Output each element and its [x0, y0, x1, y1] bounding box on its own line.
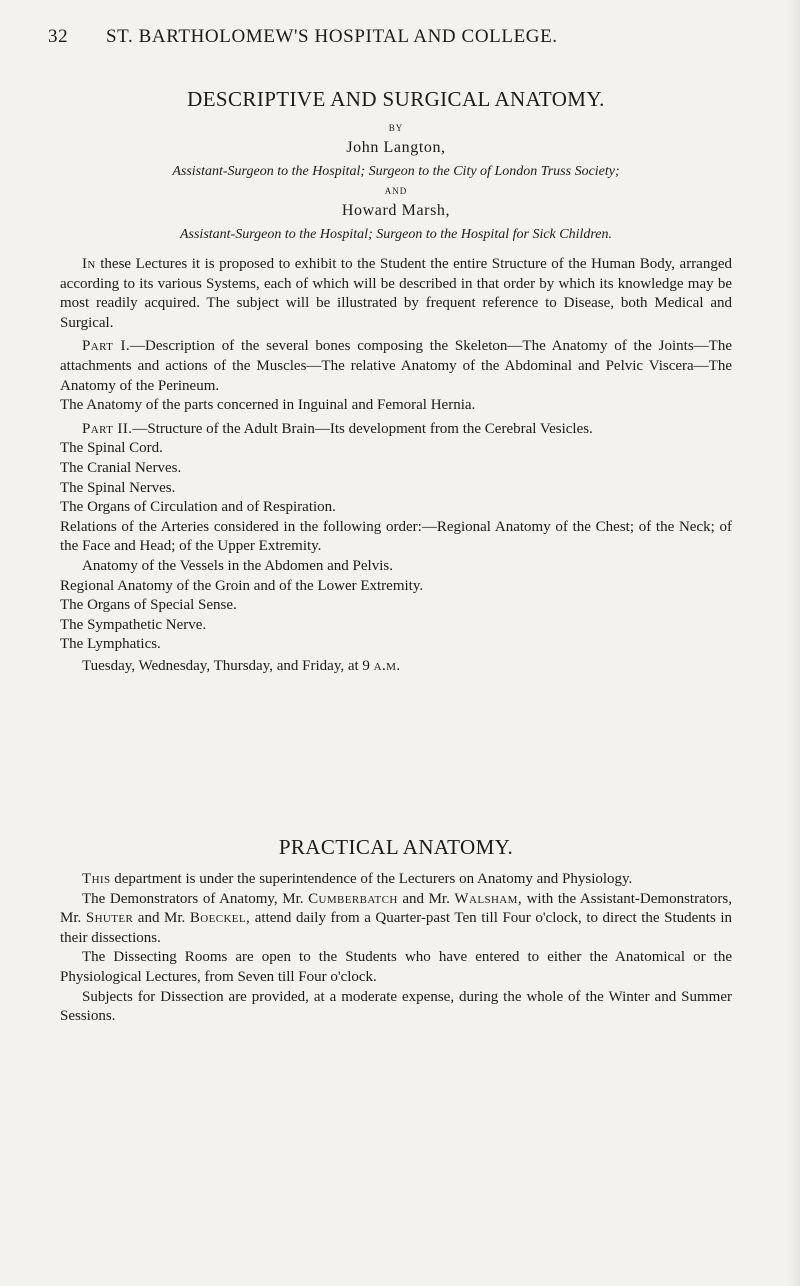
relations-paragraph: Relations of the Arteries considered in the following order:—Regional Anatomy of the Chest; of the Neck; of the Face and Head; of the Upper Extremity. — [60, 518, 732, 555]
author-1-role-line — [60, 164, 732, 180]
practical-p2-part: attend daily from a Quarter-past Ten till Four o'clock, to direct the Students in their dissections. — [60, 910, 733, 946]
practical-lead: This — [82, 871, 111, 887]
demonstrator-name: Cumberbatch — [308, 890, 398, 907]
descriptive-title: DESCRIPTIVE AND SURGICAL ANATOMY. — [187, 87, 605, 111]
author-1 — [60, 139, 732, 157]
list-item: The Organs of Circulation and of Respiration. — [60, 499, 336, 516]
by-line — [60, 123, 732, 133]
and-line — [60, 186, 732, 196]
practical-paragraph-1 — [60, 870, 732, 890]
part-2-paragraph — [60, 420, 732, 440]
author-1-name: John Langton, — [346, 139, 446, 156]
schedule-days: Tuesday, Wednesday, Thursday, and Friday, at 9 — [82, 657, 370, 674]
practical-p2-part: The Demonstrators of Anatomy, Mr. — [82, 890, 304, 907]
practical-p2-part: and Mr. — [402, 890, 450, 907]
author-1-role: Assistant-Surgeon to the Hospital; Surgeon to the City of London Truss Society; — [172, 164, 620, 179]
page-number: 32 — [48, 26, 69, 47]
lecture-schedule — [60, 657, 732, 677]
assistant-demonstrator-name: Boeckel, — [189, 910, 251, 927]
schedule-time: a.m. — [373, 657, 401, 674]
page-edge-shadow — [788, 0, 800, 1286]
descriptive-body — [60, 255, 732, 676]
part-2-text: —Structure of the Adult Brain—Its development from the Cerebral Vesicles. — [132, 420, 593, 437]
author-2-role: Assistant-Surgeon to the Hospital; Surgeon to the Hospital for Sick Children. — [179, 227, 613, 242]
list-item: The Sympathetic Nerve. — [60, 616, 207, 633]
intro-text: these Lectures it is proposed to exhibit to the Student the entire Structure of the Human Body, arranged according to its various Systems, each of which will be described in that order by which its knowledge may be most readily acquired. The subject will be illustrated by frequent reference to Disease, both Medical and Surgical. — [60, 256, 733, 331]
list-item: The Organs of Special Sense. — [60, 597, 237, 614]
descriptive-section-heading — [60, 87, 732, 112]
practical-body — [60, 870, 732, 1027]
practical-paragraph-4: Subjects for Dissection are provided, at a moderate expense, during the whole of the Winter and Summer Sessions. — [60, 988, 732, 1025]
running-header — [48, 26, 748, 48]
part-2-label: Part II. — [82, 420, 133, 437]
practical-p2-part: and Mr. — [137, 910, 186, 927]
list-item: The Spinal Nerves. — [60, 479, 176, 496]
part-1-extra: The Anatomy of the parts concerned in Inguinal and Femoral Hernia. — [60, 397, 476, 414]
part-1-paragraph — [60, 337, 732, 396]
demonstrator-name: Walsham, — [454, 890, 522, 907]
list-item: The Cranial Nerves. — [60, 459, 182, 476]
practical-paragraph-3: The Dissecting Rooms are open to the Students who have entered to either the Anatomical or the Physiological Lectures, from Seven till Four o'clock. — [60, 949, 732, 985]
list-item: The Spinal Cord. — [60, 440, 163, 457]
and-label: AND — [384, 186, 408, 196]
running-title: ST. BARTHOLOMEW'S HOSPITAL AND COLLEGE. — [106, 26, 558, 47]
intro-lead: In — [82, 256, 96, 272]
practical-paragraph-2 — [60, 890, 732, 949]
author-2 — [60, 202, 732, 220]
author-2-role-line — [60, 227, 732, 243]
list-item: The Lymphatics. — [60, 636, 161, 653]
practical-p1-text: department is under the superintendence of the Lecturers on Anatomy and Physiology. — [114, 871, 633, 887]
list-item: Anatomy of the Vessels in the Abdomen and Pelvis. — [82, 557, 393, 574]
by-label: BY — [388, 123, 404, 133]
practical-title: PRACTICAL ANATOMY. — [278, 835, 514, 859]
assistant-demonstrator-name: Shuter — [85, 910, 134, 927]
practical-section-heading — [60, 835, 732, 860]
author-2-name: Howard Marsh, — [341, 202, 451, 219]
practical-p2-part: with the Assistant-Demonstrators, Mr. — [60, 890, 732, 927]
part-1-label: Part I. — [82, 338, 131, 355]
part-1-text: —Description of the several bones composing the Skeleton—The Anatomy of the Joints—The attachments and actions of the Muscles—The relative Anatomy of the Abdominal and Pelvic Viscera—The Anatomy of the Perineum. — [60, 338, 732, 394]
list-item: Regional Anatomy of the Groin and of the Lower Extremity. — [60, 577, 424, 594]
intro-paragraph — [60, 255, 732, 333]
